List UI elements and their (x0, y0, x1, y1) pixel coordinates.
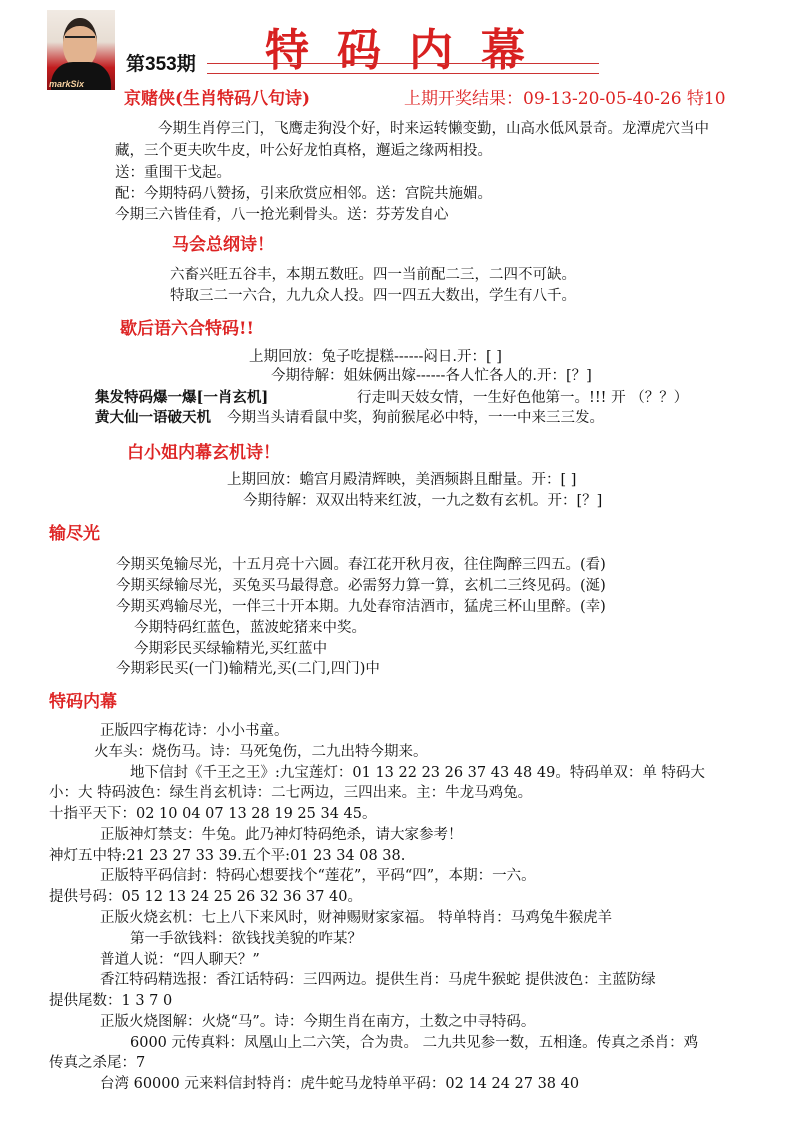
title-rule-top (207, 63, 599, 64)
sec3-line1: 上期回放：兔子吃提糕------闷日.开：[ ] (249, 349, 502, 365)
sec1-line5: 今期三六皆佳肴，八一抢光剩骨头。送：芬芳发自心 (115, 207, 449, 223)
sec6-line13: 香江特码精选报：香江话特码：三四两边。提供生肖：马虎牛猴蛇 提供波色：主蓝防绿 (100, 972, 656, 988)
avatar-glasses (65, 36, 95, 44)
sec2-line1: 六畜兴旺五谷丰，本期五数旺。四一当前配二三，二四不可缺。 (170, 267, 576, 283)
sec5-line3: 今期买鸡输尽光，一伴三十开本期。九处春帘洁酒市，猛虎三杯山里醉。(幸) (116, 599, 606, 615)
sec6-line9: 提供号码：05 12 13 24 25 26 32 36 37 40。 (49, 889, 362, 905)
sec6-line4: 小：大 特码波色：绿生肖玄机诗：二七两边，三四出来。主：牛龙马鸡兔。 (49, 785, 533, 801)
sec6-line8: 正版特平码信封：特码心想要找个“莲花”，平码“四”，本期：一六。 (100, 868, 536, 884)
title-rule-bottom (207, 73, 599, 74)
sec1-line2: 藏，三个更夫吹牛皮，叶公好龙怕真格，邂逅之缘两相投。 (115, 143, 492, 159)
sec2-heading: 马会总纲诗！ (172, 235, 274, 255)
sec6-line7: 神灯五中特:21 23 27 33 39.五个平:01 23 34 08 38. (49, 848, 406, 864)
issue-number: 第353期 (126, 54, 196, 75)
sec6-line1: 正版四字梅花诗：小小书童。 (100, 723, 289, 739)
sec5-line4: 今期特码红蓝色，蓝波蛇猪来中奖。 (134, 620, 366, 636)
sec5-heading: 输尽光 (49, 524, 100, 544)
avatar-watermark: markSix (49, 79, 85, 89)
sec4-line1: 上期回放：蟾宫月殿清辉映，美酒频斟且酣量。开：[ ] (227, 472, 577, 488)
sec3-heading: 歇后语六合特码!! (120, 319, 254, 339)
sec6-line17: 传真之杀尾：7 (49, 1055, 146, 1071)
sec1-line4: 配：今期特码八赞扬，引来欣赏应相邻。送：宫院共施媚。 (115, 186, 492, 202)
sec6-line6: 正版神灯禁支：牛兔。此乃神灯特码绝杀，请大家参考！ (100, 827, 463, 843)
sec6-line3: 地下信封《千王之王》:九宝莲灯：01 13 22 23 26 37 43 48 49。特码单双：单 特码大 (130, 765, 705, 781)
sec1-line1: 今期生肖停三门，飞鹰走狗没个好，时来运转懒变勤，山高水低风景奇。龙潭虎穴当中 (158, 121, 709, 137)
sec3-line2: 今期待解：姐妹俩出嫁------各人忙各人的.开：[？] (271, 368, 592, 384)
sec3-line4-text: 今期当头请看鼠中奖，狗前猴尾必中特，一一中来三三发。 (227, 410, 604, 426)
subheader-left: 京赌侠(生肖特码八句诗) (124, 89, 311, 109)
sec6-line15: 正版火烧图解：火烧“马”。诗：今期生肖在南方，土数之中寻特码。 (100, 1014, 536, 1030)
sec6-line10: 正版火烧玄机：七上八下来风时，财神赐财家家福。 特单特肖：马鸡兔牛猴虎羊 (100, 910, 613, 926)
sec6-line5: 十指平天下：02 10 04 07 13 28 19 25 34 45。 (49, 806, 377, 822)
sec3-line3-text: 行走叫天妓女情，一生好色他第一。!!! 开 （？？） (357, 390, 689, 406)
last-draw-result: 上期开奖结果：09-13-20-05-40-26 特10 (404, 89, 726, 109)
author-avatar (47, 10, 115, 90)
sec1-line3: 送：重围干戈起。 (115, 165, 231, 181)
sec6-line14: 提供尾数：1 3 7 0 (49, 993, 173, 1009)
sec6-line2: 火车头：烧伤马。诗：马死兔伤，二九出特今期来。 (94, 744, 428, 760)
sec6-heading: 特码内幕 (49, 692, 117, 712)
sec4-line2: 今期待解：双双出特来红波，一九之数有玄机。开：[？] (243, 493, 603, 509)
sec5-line2: 今期买绿输尽光，买兔买马最得意。必需努力算一算，玄机二三终见码。(涎) (116, 578, 606, 594)
sec6-line16: 6000 元传真料：凤凰山上二六笑，合为贵。 二九共见参一数，五相逢。传真之杀肖：鸡 (130, 1035, 699, 1051)
sec4-heading: 白小姐内幕玄机诗！ (127, 443, 280, 463)
sec2-line2: 特取三二一六合，九九众人投。四一四五大数出，学生有八千。 (170, 288, 576, 304)
sec6-line18: 台湾 60000 元来料信封特肖：虎牛蛇马龙特单平码：02 14 24 27 38 40 (100, 1076, 580, 1092)
sec6-line11: 第一手欲钱料：欲钱找美貌的咋某？ (130, 931, 362, 947)
sec6-line12: 普道人说：“四人聊天？” (100, 952, 260, 968)
sec5-line5: 今期彩民买绿输精光,买红蓝中 (134, 641, 328, 657)
sec3-line3-label: 集发特码爆一爆[一肖玄机] (95, 389, 269, 406)
page-title: 特码内幕 (265, 25, 553, 76)
sec5-line1: 今期买兔输尽光，十五月亮十六圆。春江花开秋月夜，往住陶醉三四五。(看) (116, 557, 606, 573)
sec3-line4-label: 黄大仙一语破天机 (95, 409, 211, 426)
sec5-line6: 今期彩民买(一门)输精光,买(二门,四门)中 (116, 661, 380, 677)
